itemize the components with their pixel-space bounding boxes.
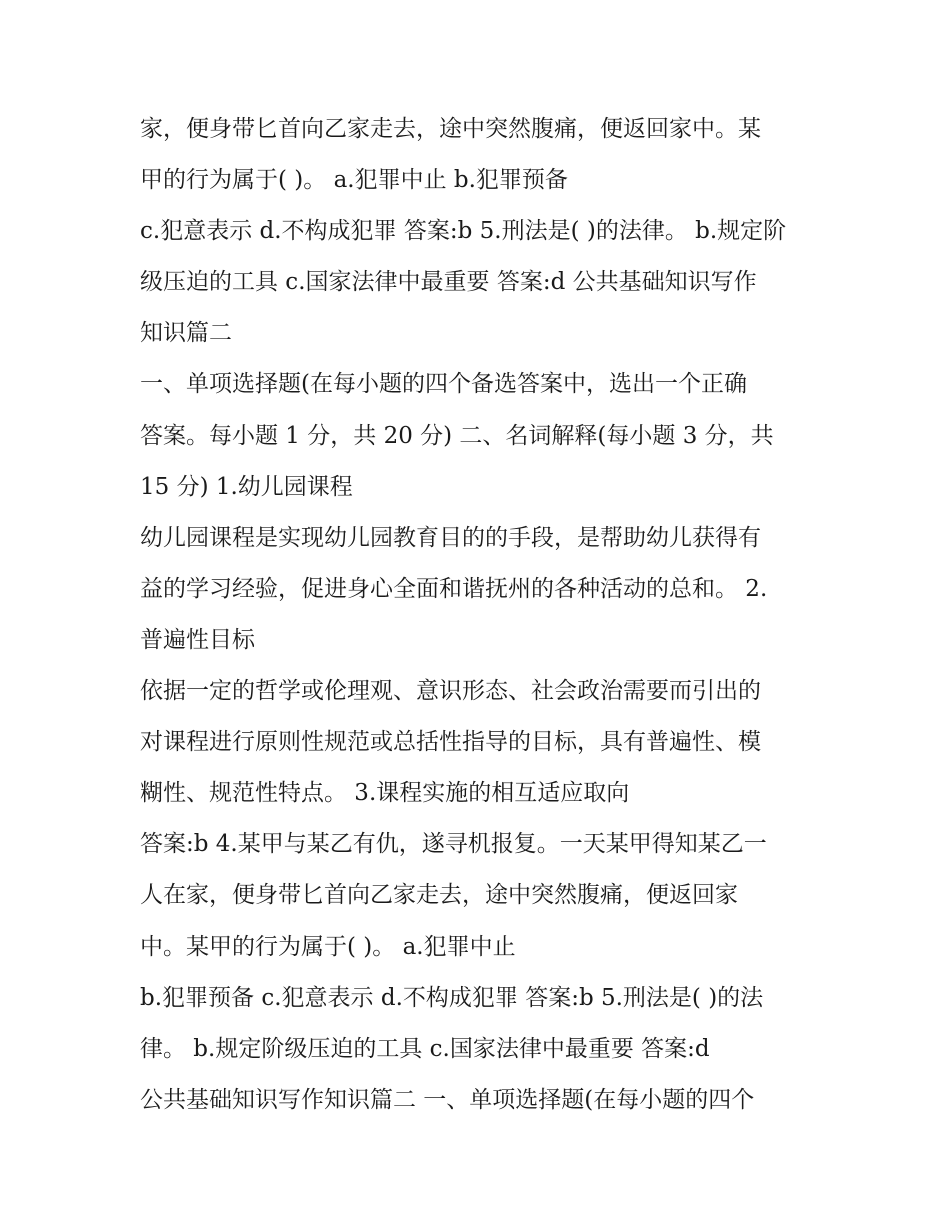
text-line: 级压迫的工具 c.国家法律中最重要 答案:d 公共基础知识写作 [140,269,757,296]
text-line: 家，便身带匕首向乙家走去，途中突然腹痛，便返回家中。某 [140,116,761,142]
text-line: 15 分) 1.幼儿园课程 [140,473,353,500]
text-line: c.犯意表示 d.不构成犯罪 答案:b 5.刑法是( )的法律。 b.规定阶 [140,218,787,245]
text-line: 知识篇二 [140,320,232,347]
text-line: 中。某甲的行为属于( )。 a.犯罪中止 [140,933,516,960]
text-line: 糊性、规范性特点。 3.课程实施的相互适应取向 [140,780,630,807]
text-line: 公共基础知识写作知识篇二 一、单项选择题(在每小题的四个 [140,1086,755,1113]
text-line: 益的学习经验，促进身心全面和谐抚州的各种活动的总和。 2. [140,575,768,602]
text-line: 律。 b.规定阶级压迫的工具 c.国家法律中最重要 答案:d [140,1035,710,1062]
text-line: 普遍性目标 [140,626,255,653]
text-line: 人在家，便身带匕首向乙家走去，途中突然腹痛，便返回家 [140,882,738,909]
text-line: b.犯罪预备 c.犯意表示 d.不构成犯罪 答案:b 5.刑法是( )的法 [140,984,764,1011]
text-line: 答案:b 4.某甲与某乙有仇，遂寻机报复。一天某甲得知某乙一 [140,831,767,858]
text-line: 对课程进行原则性规范或总括性指导的目标，具有普遍性、模 [140,729,761,756]
text-line: 答案。每小题 1 分，共 20 分) 二、名词解释(每小题 3 分，共 [140,422,774,449]
text-line: 一、单项选择题(在每小题的四个备选答案中，选出一个正确 [140,371,747,398]
text-line: 依据一定的哲学或伦理观、意识形态、社会政治需要而引出的 [140,678,761,705]
text-line: 幼儿园课程是实现幼儿园教育目的的手段，是帮助幼儿获得有 [140,524,761,551]
document-body [140,104,820,1126]
text-line: 甲的行为属于( )。 a.犯罪中止 b.犯罪预备 [140,167,568,194]
